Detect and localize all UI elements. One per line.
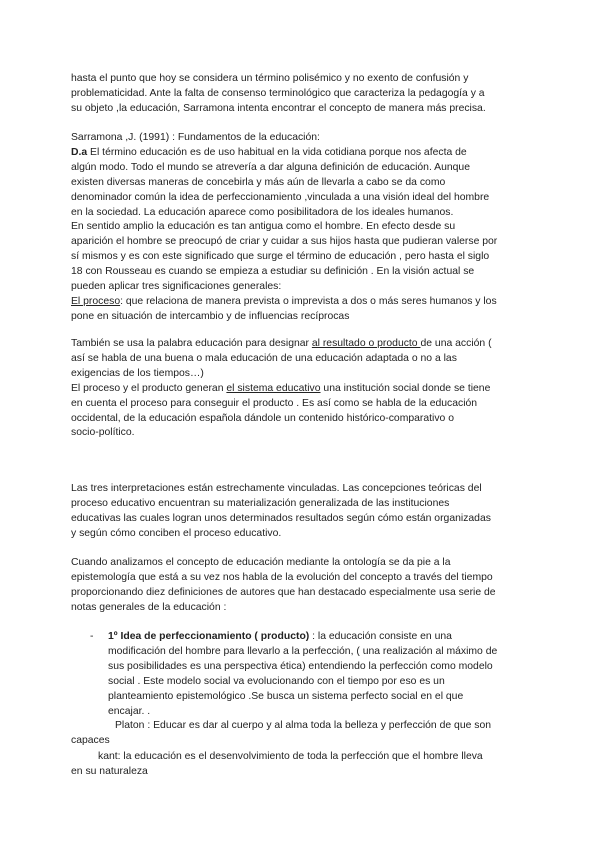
text-line: su objeto ,la educación, Sarramona intenta encontrar el concepto de manera más precisa. <box>71 102 486 114</box>
text-line: Las tres interpretaciones están estrechamente vinculadas. Las concepciones teóricas del <box>71 483 482 494</box>
reference-line: Sarramona ,J. (1991) : Fundamentos de la educación: <box>71 132 320 143</box>
text-line: denominador común la idea de perfeccionamiento ,vinculada a una visión ideal del hombre <box>71 191 490 203</box>
text-line: y según cómo conciben el proceso educativo. <box>71 527 282 539</box>
platon-quote: Platon : Educar es dar al cuerpo y al alma toda la belleza y perfección de que son <box>115 720 492 731</box>
text-fragment: una institución social donde se tiene <box>320 382 491 394</box>
text-line: Cuando analizamos el concepto de educación mediante la ontología se da pie a la <box>71 557 451 568</box>
text-line: hasta el punto que hoy se considera un término polisémico y no exento de confusión y <box>71 73 469 84</box>
text-line <box>71 146 531 161</box>
text-line: en cuenta el proceso para conseguir el producto . Es así como se habla de la educación <box>71 397 478 409</box>
text-line: algún modo. Todo el mundo se atrevería a dar alguna definición de educación. Aunque <box>71 161 470 173</box>
text-line: planteamiento epistemológico .Se busca un sistema perfecto social en el que <box>108 690 464 702</box>
text-line: modificación del hombre para llevarlo a la perfección, ( una realización al máximo de <box>108 645 498 657</box>
bullet-title: 1º Idea de perfeccionamiento ( producto) <box>108 631 310 642</box>
text-line: encajar. . <box>108 705 151 717</box>
text-fragment: : que relaciona de manera prevista o imprevista a dos o más seres humanos y los <box>120 295 497 307</box>
text-line: proceso educativo encuentran su materialización generalizada de las instituciones <box>71 497 450 509</box>
text-line: exigencias de los tiempos…) <box>71 367 204 379</box>
text-fragment: El término educación es de uso habitual en la vida cotidiana porque nos afecta de <box>87 146 467 158</box>
text-line: pueden aplicar tres significaciones generales: <box>71 281 282 293</box>
text-line: 18 con Rousseau es cuando se empieza a estudiar su definición . En la visión actual se <box>71 266 475 278</box>
bullet-item <box>108 630 528 719</box>
text-line: problematicidad. Ante la falta de consenso terminológico que caracteriza la pedagogía y a <box>71 87 485 99</box>
text-line: así se habla de una buena o mala educación de una educación adaptada o no a las <box>71 352 457 364</box>
text-line <box>71 382 531 397</box>
interpretations-paragraph <box>71 482 531 542</box>
text-line <box>71 295 531 310</box>
text-line <box>108 630 528 645</box>
text-line: proporcionando diez definiciones de autores que han destacado especialmente usa serie de <box>71 586 496 598</box>
ontology-paragraph <box>71 556 531 616</box>
lead-label: D.a <box>71 146 88 158</box>
underlined-term: el sistema educativo <box>226 382 321 394</box>
underlined-term: El proceso <box>71 295 121 307</box>
text-line: social . Este modelo social va evolucionando con el tiempo por eso es un <box>108 675 445 687</box>
text-line: en la sociedad. La educación aparece como posibilitadora de los ideales humanos. <box>71 206 454 218</box>
text-line: En sentido amplio la educación es tan antigua como el hombre. En efecto desde su <box>71 221 456 233</box>
intro-paragraph <box>71 72 531 117</box>
text-line: sus posibilidades es una perspectiva ética) entendiendo la perfección como modelo <box>108 660 493 672</box>
text-line: aparición el hombre se preocupó de criar y cuidar a sus hijos hasta que pudieran valerse por <box>71 236 498 248</box>
text-line: notas generales de la educación : <box>71 601 227 613</box>
sarramona-section <box>71 131 531 325</box>
platon-quote-end: capaces <box>71 735 110 746</box>
text-line: socio-político. <box>71 427 135 439</box>
text-fragment: de una acción ( <box>420 338 492 349</box>
text-line: educativas las cuales logran unos determinados resultados según cómo están organizadas <box>71 512 491 524</box>
text-line: sí mismos y es con este significado que surge el término de educación , pero hasta el siglo <box>71 251 490 263</box>
kant-quote: kant: la educación es el desenvolvimiento de toda la perfección que el hombre lleva <box>98 751 483 762</box>
text-fragment: También se usa la palabra educación para designar <box>71 338 312 349</box>
bullet-dash: - <box>90 631 94 642</box>
text-line: occidental, de la educación española dándole un contenido histórico-comparativo o <box>71 412 454 424</box>
text-line: epistemología que está a su vez nos habla de la evolución del concepto a través del tiempo <box>71 571 493 583</box>
text-fragment: : la educación consiste en una <box>309 631 452 642</box>
underlined-term: al resultado o producto <box>311 338 421 349</box>
text-line: existen diversas maneras de concebirla y más aún de llevarla a cabo se da como <box>71 176 446 188</box>
text-fragment: El proceso y el producto generan <box>71 382 227 394</box>
kant-quote-end: en su naturaleza <box>71 766 148 777</box>
text-line <box>71 337 531 352</box>
text-line: pone en situación de intercambio y de influencias recíprocas <box>71 310 350 322</box>
product-section <box>71 337 531 441</box>
